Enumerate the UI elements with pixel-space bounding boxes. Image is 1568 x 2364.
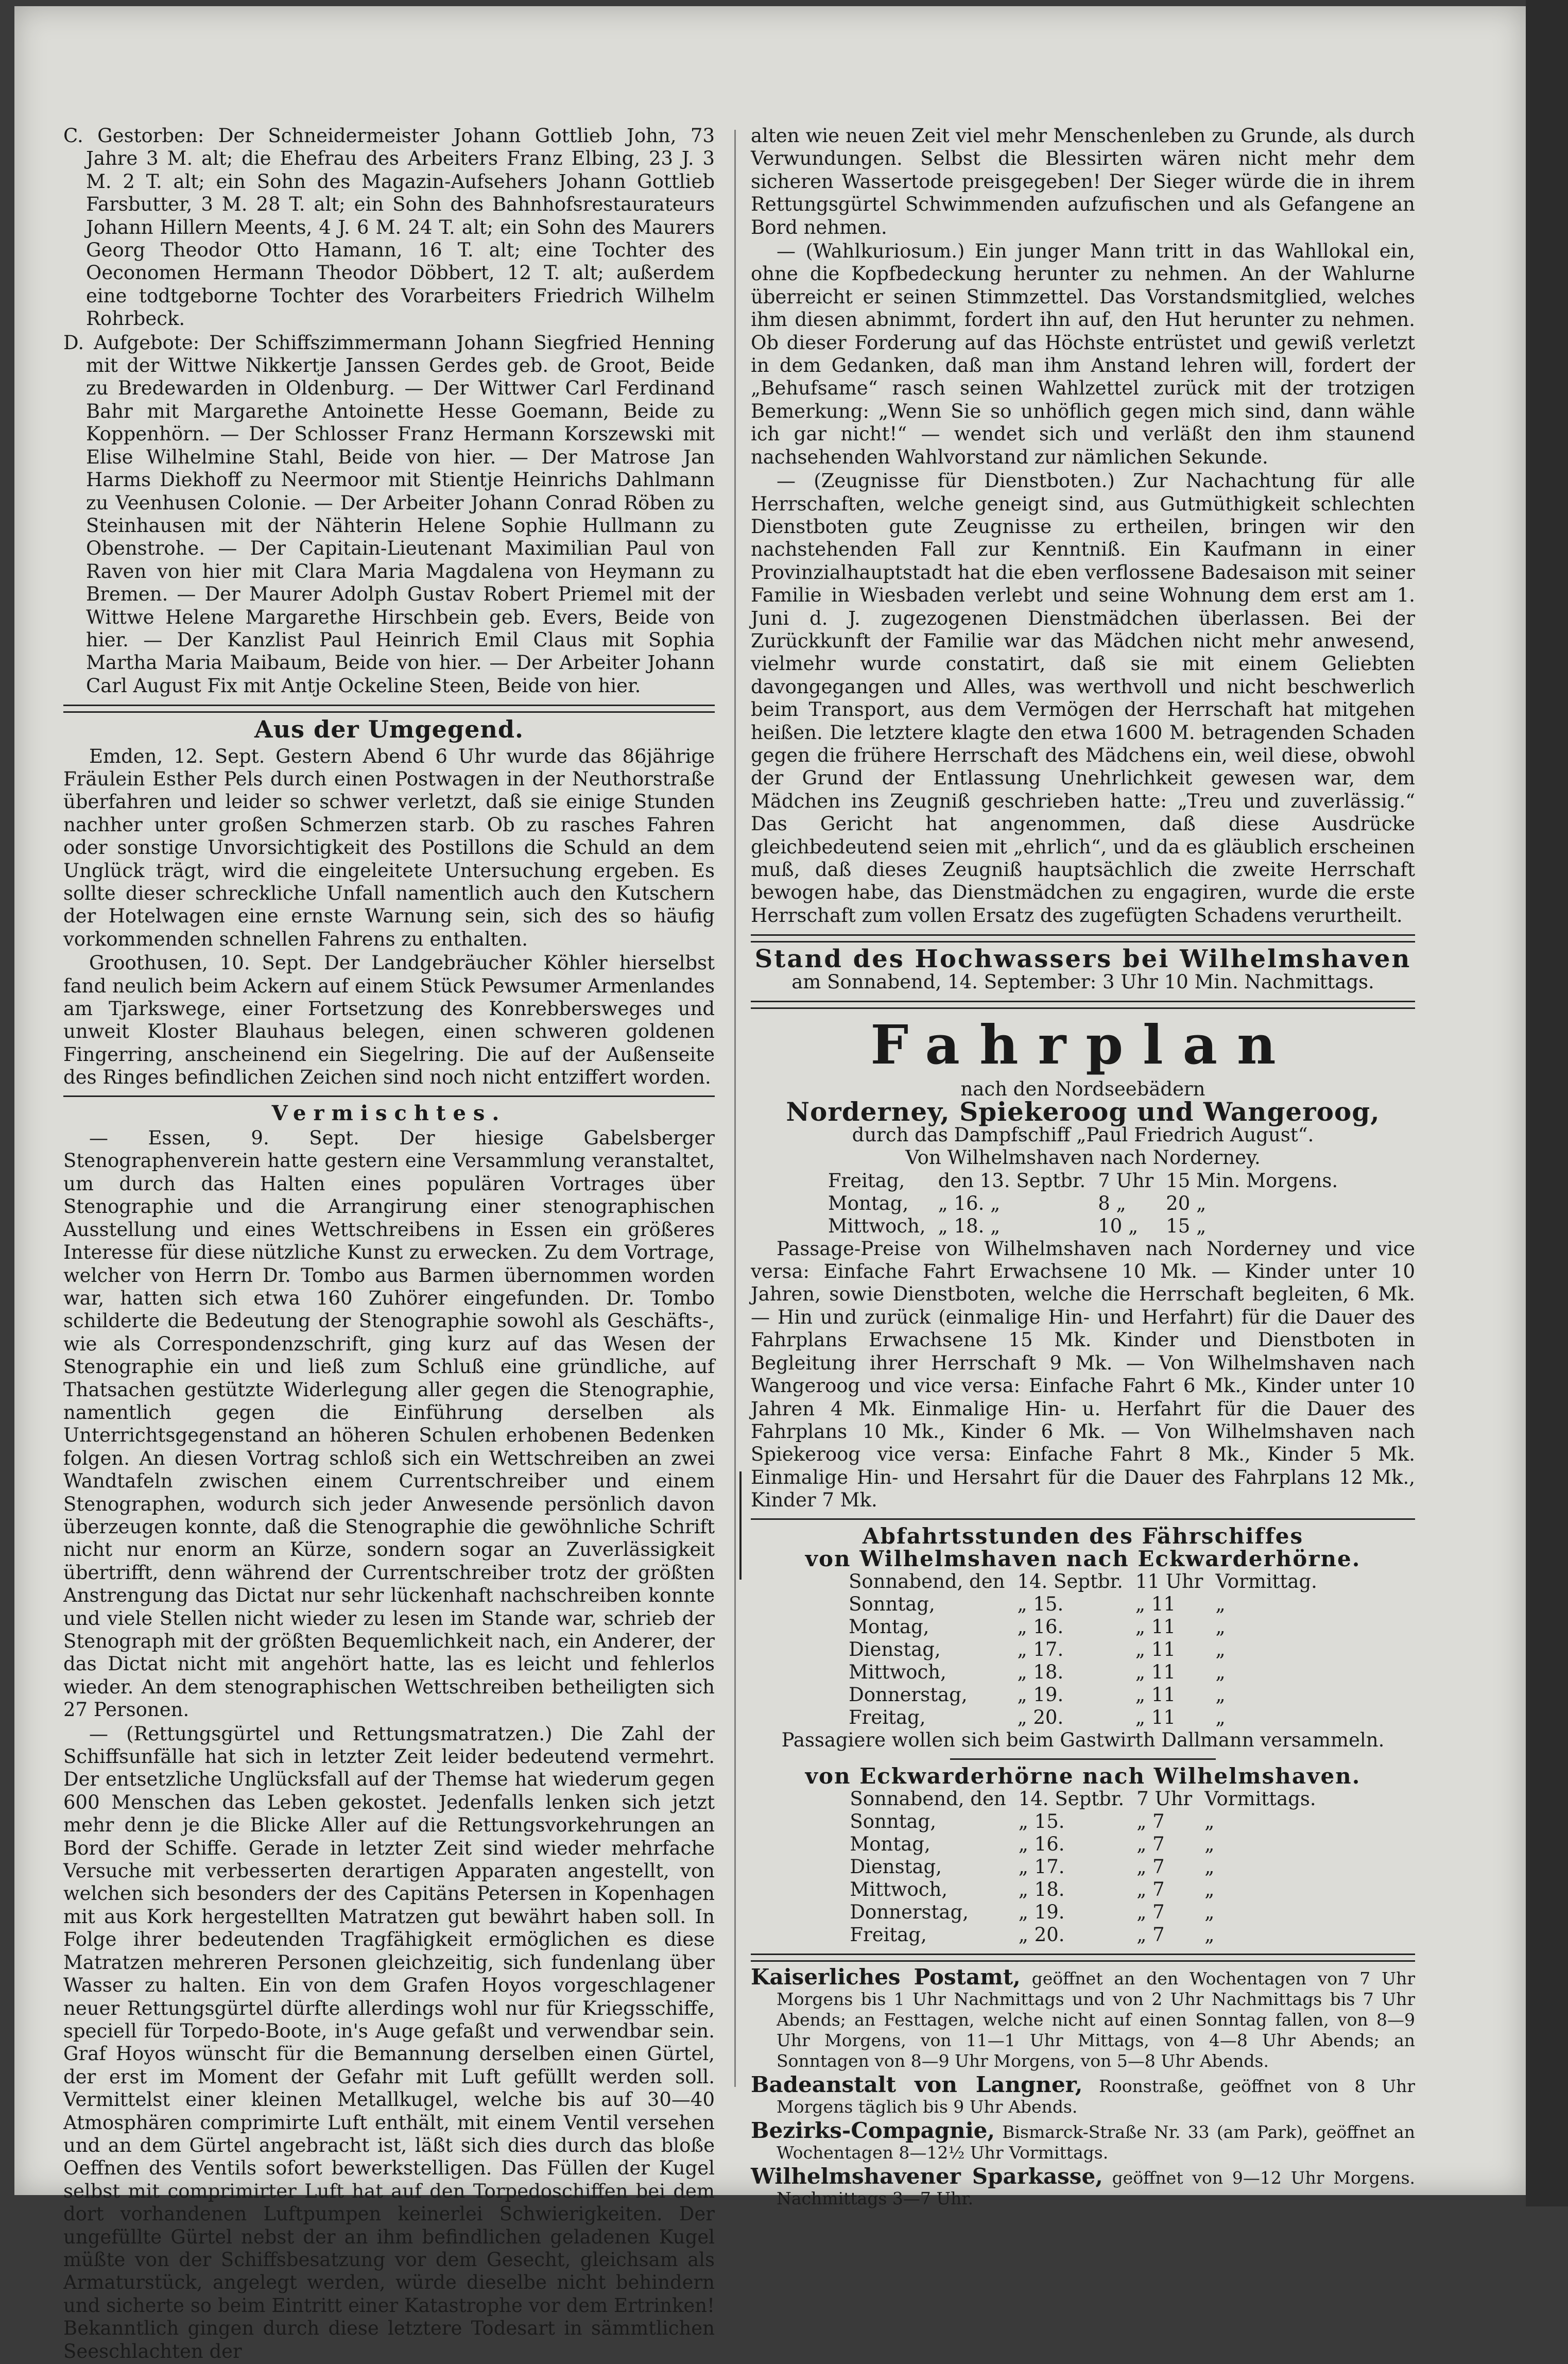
table-cell: „ 11	[1135, 1661, 1176, 1684]
table-cell: „	[1215, 1616, 1226, 1638]
table-cell: 15 „	[1166, 1214, 1207, 1237]
table-cell: „	[1215, 1638, 1226, 1661]
passage-prices: Passage-Preise von Wilhelmshaven nach Norderney und vice versa: Einfache Fahrt Erwachsene 10 Mk. — Kinder unter 10 Jahren, sowie Dienstboten, welche die Herrschaft begleiten, 6 Mk. — Hin und zurück (einmalige Hin- und Herfahrt) für die Dauer des Fahrplans Erwachsene 15 Mk. Kinder und Dienstboten in Begleitung ihrer Herrschaft 9 Mk. — Von Wilhelmshaven nach Wangeroog und vice versa: Einfache Fahrt 6 Mk., Kinder unter 10 Jahren 4 Mk. Einmalige Hin- u. Herfahrt für die Dauer des Fahrplans 10 Mk., Kinder 6 Mk. — Von Wilhelmshaven nach Spiekeroog vice versa: Einfache Fahrt 8 Mk., Kinder 5 Mk. Einmalige Hin- und Hersahrt für die Dauer des Fahrplans 12 Mk., Kinder 7 Mk.	[751, 1237, 1415, 1512]
notice-sparkasse	[751, 2166, 1415, 2209]
table-cell: „ 20.	[1017, 1706, 1064, 1729]
table-cell: „ 7	[1136, 1810, 1165, 1833]
table-row	[843, 1788, 1322, 1810]
table-cell: „ 7	[1136, 1878, 1165, 1901]
return-schedule	[843, 1788, 1322, 1946]
table-cell: „	[1204, 1810, 1215, 1833]
table-cell: Freitag,	[850, 1924, 927, 1946]
table-cell: den 13. Septbr.	[938, 1169, 1086, 1192]
table-cell: Dienstag,	[850, 1856, 942, 1878]
fahrplan-ship: durch das Dampfschiff „Paul Friedrich August“.	[852, 1123, 1314, 1146]
notice-text: Roonstraße, geöffnet von 8 Uhr Morgens täglich bis 9 Uhr Abends.	[777, 2076, 1415, 2117]
passenger-note: Passagiere wollen sich beim Gastwirth Dallmann versammeln.	[781, 1729, 1385, 1752]
table-row	[843, 1901, 1322, 1924]
table-cell: Mittwoch,	[849, 1661, 946, 1684]
table-row	[842, 1706, 1323, 1729]
table-cell: „ 20.	[1018, 1924, 1065, 1946]
table-row	[822, 1215, 1344, 1238]
table-cell: „ 19.	[1017, 1684, 1064, 1706]
table-cell: „ 18. „	[938, 1214, 1001, 1237]
table-cell: „	[1204, 1856, 1215, 1878]
vermischtes-heading: Vermischtes.	[271, 1101, 507, 1125]
table-cell: Donnerstag,	[849, 1684, 968, 1706]
table-cell: „ 7	[1136, 1833, 1165, 1856]
table-cell: 14. Septbr.	[1017, 1570, 1123, 1593]
fahrplan-direction: Von Wilhelmshaven nach Norderney.	[905, 1146, 1261, 1169]
table-cell: 15 Min. Morgens.	[1166, 1169, 1338, 1192]
return-direction: von Eckwarderhörne nach Wilhelmshaven.	[805, 1763, 1361, 1789]
table-cell: Montag,	[828, 1192, 909, 1214]
notice-badeanstalt	[751, 2072, 1415, 2117]
umgegend-heading: Aus der Umgegend.	[254, 715, 524, 744]
table-cell: „	[1215, 1706, 1226, 1729]
abfahrt-title: Abfahrtsstunden des Fährschiffes	[862, 1523, 1304, 1549]
table-cell: „ 11	[1135, 1706, 1176, 1729]
table-cell: „ 7	[1136, 1856, 1165, 1878]
table-cell: „ 11	[1135, 1684, 1176, 1706]
table-cell: 8 „	[1098, 1192, 1126, 1214]
table-cell: „	[1215, 1661, 1226, 1684]
article-continued: alten wie neuen Zeit viel mehr Menschenleben zu Grunde, als durch Verwundungen. Selbst die Blessirten wären nicht mehr dem sicheren Wassertode preisgegeben! Der Sieger würde die in ihrem Rettungsgürtel Schwimmenden aufzufischen und als Gefangene an Bord nehmen.	[751, 125, 1415, 238]
page-edge-shadow	[1526, 0, 1568, 2206]
table-cell: „ 16. „	[938, 1192, 1001, 1214]
article-rettungsguertel: — (Rettungsgürtel und Rettungsmatratzen.) Die Zahl der Schiffsunfälle hat sich in letzter Zeit leider bedeutend vermehrt. Der entsetzliche Unglücksfall auf der Themse hat wiederum gegen 600 Menschen das Leben gekostet. Jedenfalls lenken sich jetzt mehr denn je die Blicke Aller auf die Rettungsvorkehrungen an Bord der Schiffe. Gerade in letzter Zeit sind wieder mehrfache Versuche mit verbesserten derartigen Apparaten angestellt, von welchen sich besonders der des Capitäns Petersen in Kopenhagen mit aus Kork hergestellten Matratzen gut bewährt haben soll. In Folge ihrer bedeutenden Tragfähigkeit ermöglichen es diese Matratzen mehreren Personen gleichzeitig, sich fundenlang über Wasser zu halten. Ein von dem Grafen Hoyos vorgeschlagener neuer Rettungsgürtel dürfte allerdings wohl nur für Kriegsschiffe, speciell für Torpedo-Boote, in's Auge gefaßt und verwendbar sein. Graf Hoyos wünscht für die Bemannung derselben einen Gürtel, der erst im Moment der Gefahr mit Luft gefüllt werden soll. Vermittelst einer kleinen Metallkugel, welche bis auf 30—40 Atmosphären comprimirte Luft enthält, mit einem Ventil versehen und an dem Gürtel angebracht ist, läßt sich dies durch das bloße Oeffnen des Ventils sofort bewerkstelligen. Das Füllen der Kugel selbst mit comprimirter Luft hat auf den Torpedoschiffen bei dem dort vorhandenen Luftpumpen keinerlei Schwierigkeiten. Der ungefüllte Gürtel nebst der an ihm befindlichen geladenen Kugel müßte von der Schiffsbesatzung vor dem Gesecht, gleichsam als Armaturstück, angelegt werden, würde dieselbe nicht behindern und sicherte so beim Eintritt einer Katastrophe vor dem Ertrinken! Bekanntlich gingen durch diese letztere Todesart in sämmtlichen Seeschlachten der	[63, 1722, 715, 2362]
table-row	[843, 1878, 1322, 1901]
table-cell: „ 17.	[1017, 1638, 1064, 1661]
table-cell: „	[1204, 1878, 1215, 1901]
left-column	[63, 125, 715, 2364]
notice-text: geöffnet von 9—12 Uhr Morgens. Nachmittags 3—7 Uhr.	[777, 2168, 1416, 2209]
newspaper-page	[14, 6, 1526, 2362]
table-cell: „ 18.	[1018, 1878, 1065, 1901]
table-cell: 7 Uhr	[1098, 1169, 1154, 1192]
table-cell: Freitag,	[849, 1706, 926, 1729]
article-wahlkuriosum: — (Wahlkuriosum.) Ein junger Mann tritt in das Wahllokal ein, ohne die Kopfbedeckung herunter zu nehmen. An der Wahlurne überreicht er seinen Stimmzettel. Das Vorstandsmitglied, welches ihm diesen abnimmt, fordert ihn auf, den Hut herunter zu nehmen. Ob dieser Forderung auf das Höchste entrüstet und gewiß verletzt in dem Gedanken, daß man ihm Anstand lehren will, fordert der „Behufsame“ rasch seinen Wahlzettel zurück mit der trotzigen Bemerkung: „Wenn Sie so unhöflich gegen mich sind, dann wähle ich gar nicht!“ — wendet sich und verläßt den ihm staunend nachsehenden Wahlvorstand zur nämlichen Sekunde.	[751, 240, 1415, 468]
table-cell: Montag,	[850, 1833, 931, 1856]
table-row	[842, 1570, 1323, 1593]
hochwasser-title: Stand des Hochwassers bei Wilhelmshaven	[754, 945, 1411, 974]
table-row	[842, 1638, 1323, 1661]
section-rule	[751, 1001, 1415, 1009]
table-cell: „	[1215, 1593, 1226, 1616]
table-row	[843, 1810, 1322, 1833]
article-essen: — Essen, 9. Sept. Der hiesige Gabelsberger Stenographenverein hatte gestern eine Versammlung veranstaltet, um durch das Halten eines populären Vortrages über Stenographie und die Arrangirung einer stenographischen Ausstellung und eines Wettschreibens in Essen ein größeres Interesse für diese nützliche Kunst zu erwecken. Zu dem Vortrage, welcher von Herrn Dr. Tombo aus Barmen übernommen worden war, hatten sich etwa 160 Zuhörer eingefunden. Dr. Tombo schilderte die Bedeutung der Stenographie sowohl als Geschäfts-, wie als Correspondenzschrift, ging kurz auf das Wesen der Stenographie ein und ließ zum Schluß eine gründliche, auf Thatsachen gestützte Widerlegung aller gegen die Stenographie, namentlich gegen die Einführung derselben als Unterrichtsgegenstand an höheren Schulen erhobenen Bedenken folgen. An diesen Vortrag schloß sich ein Wettschreiben an zwei Wandtafeln zwischen einem Currentschreiber und einem Stenographen, wodurch sich jeder Anwesende persönlich davon überzeugen konnte, daß die Stenographie die gewöhnliche Schrift nicht nur enorm an Kürze, sondern sogar an Zuverlässigkeit übertrifft, denn während der Currentschreiber trotz der größten Anstrengung das Dictat nur sehr lückenhaft nachschreiben konnte und viele Stellen nicht wieder zu lesen im Stande war, schrieb der Stenograph mit der größten Bequemlichkeit nach, ein Anderer, der das Dictat nicht mit angehört hatte, las es leicht und fehlerlos wieder. An dem stenographischen Wettschreiben betheiligten sich 27 Personen.	[63, 1127, 715, 1721]
table-row	[842, 1593, 1323, 1616]
table-cell: 11 Uhr	[1135, 1570, 1203, 1593]
notice-text: geöffnet an den Wochentagen von 7 Uhr Morgens bis 1 Uhr Nachmittags und von 2 Uhr Nachmittags bis 7 Uhr Abends; an Festtagen, welche nicht auf einen Sonntag fallen, von 8—9 Uhr Morgens, von 11—1 Uhr Mittags, von 4—8 Uhr Abends; an Sonntagen von 8—9 Uhr Morgens, von 5—8 Uhr Abends.	[777, 1968, 1415, 2071]
table-cell: Donnerstag,	[850, 1901, 969, 1924]
table-cell: „	[1215, 1684, 1226, 1706]
table-cell: „ 17.	[1018, 1856, 1065, 1878]
section-rule	[751, 1954, 1415, 1962]
column-divider	[734, 130, 736, 2087]
table-cell: „ 7	[1136, 1924, 1165, 1946]
table-cell: „	[1204, 1901, 1215, 1924]
notice-bezirks-compagnie	[751, 2120, 1415, 2163]
table-cell: 14. Septbr.	[1018, 1788, 1125, 1810]
table-cell: „	[1204, 1833, 1215, 1856]
table-cell: „ 15.	[1017, 1593, 1064, 1616]
article-zeugnisse: — (Zeugnisse für Dienstboten.) Zur Nachachtung für alle Herrschaften, welche geneigt sind, aus Gutmüthigkeit schlechten Dienstboten gute Zeugnisse zu ertheilen, bringen wir den nachstehenden Fall zur Kenntniß. Ein Kaufmann in einer Provinzialhauptstadt hat die eben verflossene Badesaison mit seiner Familie in Wiesbaden verlebt und seine Wohnung dem erst am 1. Juni d. J. zugezogenen Dienstmädchen überlassen. Bei der Zurückkunft der Familie war das Mädchen nicht mehr anwesend, vielmehr wurde constatirt, daß sie mit einem Geliebten davongegangen und Alles, was werthvoll und nicht beschwerlich beim Transport, aus dem Vermögen der Herrschaft hat mitgehen heißen. Die letztere klagte den etwa 1600 M. betragenden Schaden gegen die frühere Herrschaft des Mädchens ein, weil diese, obwohl der Grund der Entlassung Unehrlichkeit gewesen war, dem Mädchen ins Zeugniß geschrieben hatte: „Treu und zuverlässig.“ Das Gericht hat angenommen, daß diese Ausdrücke gleichbedeutend seien mit „ehrlich“, und da es gläublich erscheinen muß, daß dieses Zeugniß hauptsächlich die zweite Herrschaft bewogen habe, das Dienstmädchen zu engagiren, wurde die erste Herrschaft zum vollen Ersatz des zugefügten Schadens verurtheilt.	[751, 470, 1415, 927]
section-rule	[751, 1518, 1415, 1520]
table-cell: „	[1204, 1924, 1215, 1946]
table-cell: „ 18.	[1017, 1661, 1064, 1684]
eckwarderhoerne-schedule	[842, 1570, 1323, 1729]
table-cell: Vormittag.	[1215, 1570, 1317, 1593]
table-cell: 20 „	[1166, 1192, 1207, 1214]
notice-title: Badeanstalt von Langner,	[751, 2072, 1083, 2098]
notice-title: Bezirks-Compagnie,	[751, 2118, 995, 2144]
table-cell: „ 16.	[1017, 1616, 1064, 1638]
table-cell: 10 „	[1098, 1214, 1139, 1237]
table-cell: Sonnabend, den	[849, 1570, 1005, 1593]
table-cell: „ 7	[1136, 1901, 1165, 1924]
fahrplan-title: Fahrplan	[870, 1013, 1296, 1077]
table-row	[822, 1192, 1344, 1215]
fahrplan-subtitle: nach den Nordseebädern	[960, 1078, 1205, 1101]
table-cell: „ 11	[1135, 1616, 1176, 1638]
table-cell: Mittwoch,	[850, 1878, 948, 1901]
table-cell: Sonnabend, den	[850, 1788, 1006, 1810]
table-cell: „ 11	[1135, 1593, 1176, 1616]
table-cell: Sonntag,	[849, 1593, 935, 1616]
table-row	[843, 1833, 1322, 1856]
abfahrt-direction: von Wilhelmshaven nach Eckwarderhörne.	[805, 1546, 1361, 1571]
table-cell: „ 15.	[1018, 1810, 1065, 1833]
article-groothusen: Groothusen, 10. Sept. Der Landgebräucher Köhler hierselbst fand neulich beim Ackern auf einem Stück Pewsumer Armenlandes am Tjarkswege, einer Fortsetzung des Konrebbersweges und unweit Kloster Blauhaus belegen, einen schweren goldenen Fingerring, anscheinend ein Siegelring. Die auf der Außenseite des Ringes befindlichen Zeichen sind noch nicht entziffert worden.	[63, 952, 715, 1089]
notice-text: Bismarck-Straße Nr. 33 (am Park), geöffnet an Wochentagen 8—12½ Uhr Vormittags.	[777, 2122, 1415, 2163]
table-cell: Dienstag,	[849, 1638, 941, 1661]
civil-register-banns: D. Aufgebote: Der Schiffszimmermann Johann Siegfried Henning mit der Wittwe Nikkertje Janssen Gerdes geb. de Groot, Beide zu Bredewarden in Oldenburg. — Der Wittwer Carl Ferdinand Bahr mit Margarethe Antoinette Hesse Goemann, Beide zu Koppenhörn. — Der Schlosser Franz Hermann Korszewski mit Elise Wilhelmine Stahl, Beide von hier. — Der Matrose Jan Harms Diekhoff zu Neermoor mit Stientje Heinrichs Dahlmann zu Veenhusen Colonie. — Der Arbeiter Johann Conrad Röben zu Steinhausen mit der Nähterin Helene Sophie Hullmann zu Obenstrohe. — Der Capitain-Lieutenant Maximilian Paul von Raven von hier mit Clara Maria Magdalena von Heymann zu Bremen. — Der Maurer Adolph Gustav Robert Priemel mit der Wittwe Helene Margarethe Hirschbein geb. Evers, Beide von hier. — Der Kanzlist Paul Heinrich Emil Claus mit Sophia Martha Maria Maibaum, Beide von hier. — Der Arbeiter Johann Carl August Fix mit Antje Ockeline Steen, Beide von hier.	[63, 331, 715, 697]
schedule-bracket	[739, 1471, 742, 1580]
notice-title: Kaiserliches Postamt,	[751, 1964, 1021, 1990]
notice-postamt	[751, 1964, 1415, 2071]
short-rule	[950, 1758, 1216, 1760]
table-row	[843, 1924, 1322, 1946]
table-row	[842, 1684, 1323, 1706]
norderney-schedule	[822, 1170, 1344, 1238]
civil-register-deaths: C. Gestorben: Der Schneidermeister Johann Gottlieb John, 73 Jahre 3 M. alt; die Ehefrau des Arbeiters Franz Elbing, 23 J. 3 M. 2 T. alt; ein Sohn des Magazin-Aufsehers Johann Gottlieb Farsbutter, 3 M. 28 T. alt; ein Sohn des Bahnhofsrestaurateurs Johann Hillern Meents, 4 J. 6 M. 24 T. alt; ein Sohn des Maurers Georg Theodor Otto Hamann, 16 T. alt; eine Tochter des Oeconomen Hermann Theodor Döbbert, 12 T. alt; außerdem eine todtgeborne Tochter des Vorarbeiters Friedrich Wilhelm Rohrbeck.	[63, 125, 715, 330]
table-cell: Vormittags.	[1204, 1788, 1316, 1810]
table-cell: „ 19.	[1018, 1901, 1065, 1924]
notice-title: Wilhelmshavener Sparkasse,	[751, 2164, 1103, 2189]
table-cell: Sonntag,	[850, 1810, 936, 1833]
table-row	[843, 1856, 1322, 1878]
table-row	[842, 1661, 1323, 1684]
section-rule	[63, 1095, 715, 1097]
table-cell: Mittwoch,	[828, 1214, 926, 1237]
table-cell: „ 16.	[1018, 1833, 1065, 1856]
article-emden: Emden, 12. Sept. Gestern Abend 6 Uhr wurde das 86jährige Fräulein Esther Pels durch einen Postwagen in der Neuthorstraße überfahren und leider so schwer verletzt, daß sie einige Stunden nachher unter großen Schmerzen starb. Ob zu rasches Fahren oder sonstige Unvorsichtigkeit des Postillons die Schuld an dem Unglück trägt, wird die eingeleitete Untersuchung ergeben. Es sollte dieser schreckliche Unfall namentlich auch den Kutschern der Hotelwagen eine ernste Warnung sein, sich des so häufig vorkommenden schnellen Fahrens zu enthalten.	[63, 745, 715, 950]
table-cell: „ 11	[1135, 1638, 1176, 1661]
table-cell: Montag,	[849, 1616, 929, 1638]
table-cell: 7 Uhr	[1136, 1788, 1193, 1810]
section-rule	[63, 705, 715, 713]
hochwasser-line: am Sonnabend, 14. September: 3 Uhr 10 Min. Nachmittags.	[791, 970, 1374, 993]
table-row	[822, 1170, 1344, 1192]
table-row	[842, 1616, 1323, 1638]
table-cell: Freitag,	[828, 1169, 905, 1192]
section-rule	[751, 934, 1415, 943]
fahrplan-route: Norderney, Spiekeroog und Wangeroog,	[786, 1097, 1380, 1127]
right-column	[751, 125, 1415, 2212]
